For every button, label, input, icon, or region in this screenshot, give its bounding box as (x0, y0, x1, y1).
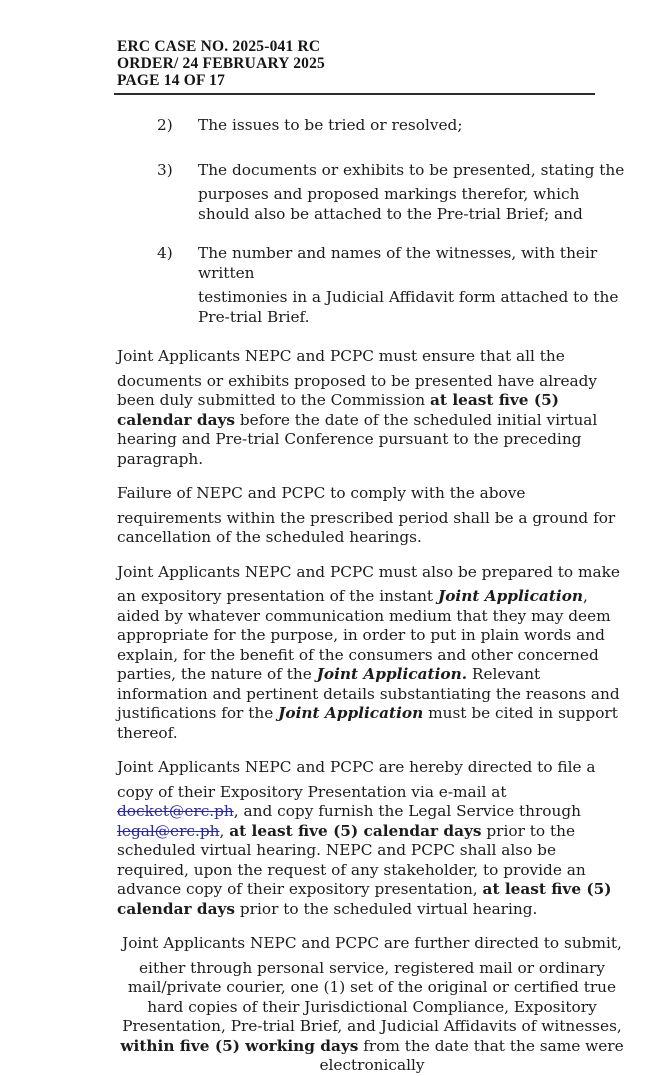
paragraph-text: , and copy furnish the Legal Service through (233, 802, 582, 820)
paragraph-expository-presentation (117, 563, 627, 744)
paragraph-text: prior to the scheduled virtual hearing. (235, 899, 538, 918)
paragraph-text: prior to the scheduled virtual hearing. NEPC and PCPC shall also be required, upon the request of any stakeholder, to provide an advance copy of their expository presentation, (117, 821, 586, 898)
paragraph-text: , (219, 821, 230, 840)
paragraph-text: must be cited in support thereof. (117, 704, 618, 742)
paragraph-text: Relevant information and pertinent details substantiating the reasons and justifications for the (117, 665, 620, 722)
list-item-text (198, 161, 627, 225)
list-item-number: 3) (157, 160, 173, 179)
paragraph-text: , aided by whatever communication medium that they may deem appropriate for the purpose, in order to put in plain words and explain, for the benefit of the consumers and other concerned parties, the nature of the (117, 587, 611, 683)
bold-italic-joint-application: Joint Application (278, 704, 424, 722)
list-item-rest: testimonies in a Judicial Affidavit form attached to the Pre-trial Brief. (198, 288, 619, 326)
pretrial-brief-list (117, 116, 627, 327)
paragraph-lead-line: Failure of NEPC and PCPC to comply with the above (117, 484, 526, 502)
bold-italic-joint-application: Joint Application. (316, 665, 468, 683)
paragraph-submission-requirement (117, 347, 627, 469)
list-item-text (198, 244, 627, 327)
paragraph-lead-line: Joint Applicants NEPC and PCPC must also be prepared to make (117, 562, 620, 581)
paragraph-failure-warning (117, 484, 627, 548)
list-item-number: 2) (157, 116, 173, 134)
list-item-rest: purposes and proposed markings therefor, which should also be attached to the Pre-trial Brief; and (198, 185, 583, 223)
list-item-2 (157, 116, 627, 141)
paragraph-text: either through personal service, registered mail or ordinary mail/private courier, one (1) set of the original or certified true hard copies of their Jurisdictional Compliance, Expository Presentation, Pre-trial Brief, and Judicial Affidavits of witnesses, (122, 958, 622, 1035)
header-case-number: ERC CASE NO. 2025-041 RC (117, 38, 321, 55)
paragraph-lead-line: Joint Applicants NEPC and PCPC are hereby directed to file a (117, 758, 596, 776)
docket-email-link[interactable]: docket@erc.ph (117, 802, 234, 820)
bold-deadline-text: at least five (5) calendar days (117, 391, 559, 429)
paragraph-lead-line: Joint Applicants NEPC and PCPC must ensure that all the (117, 347, 565, 365)
paragraph-text: documents or exhibits proposed to be presented have already been duly submitted to the Commission (117, 371, 598, 409)
paragraph-text: an expository presentation of the instant (117, 587, 438, 605)
legal-email-link[interactable]: legal@erc.ph (117, 821, 220, 840)
list-item-3 (157, 161, 627, 225)
list-item-lead-line: The issues to be tried or resolved; (198, 116, 463, 134)
bold-deadline-text: within five (5) working days (120, 1036, 359, 1055)
paragraph-text: from the date that the same were electronically (319, 1036, 624, 1074)
list-item-lead-line: The documents or exhibits to be presented, stating the (198, 160, 625, 179)
list-item-number: 4) (157, 244, 173, 262)
header-divider (114, 93, 595, 95)
header-order-date: ORDER/ 24 FEBRUARY 2025 (117, 55, 325, 72)
paragraph-text: copy of their Expository Presentation via e-mail at (117, 782, 507, 801)
paragraph-filing-instructions (117, 758, 627, 919)
paragraph-lead-line: Joint Applicants NEPC and PCPC are further directed to submit, (122, 934, 622, 952)
page-header (117, 38, 627, 95)
bold-deadline-text: at least five (5) calendar days (117, 880, 612, 918)
list-item-text (198, 116, 627, 141)
bold-deadline-text: at least five (5) calendar days (229, 821, 482, 840)
list-item-lead-line: The number and names of the witnesses, with their written (198, 244, 598, 282)
paragraph-text: before the date of the scheduled initial virtual hearing and Pre-trial Conference pursuant to the preceding paragraph. (117, 410, 598, 468)
paragraph-text: requirements within the prescribed period shall be a ground for cancellation of the scheduled hearings. (117, 508, 616, 546)
paragraph-hardcopy-submission (117, 934, 627, 1076)
header-page-number: PAGE 14 OF 17 (117, 72, 226, 89)
list-item-4 (157, 244, 627, 327)
document-body (117, 116, 627, 1076)
bold-italic-joint-application: Joint Application (437, 587, 584, 605)
